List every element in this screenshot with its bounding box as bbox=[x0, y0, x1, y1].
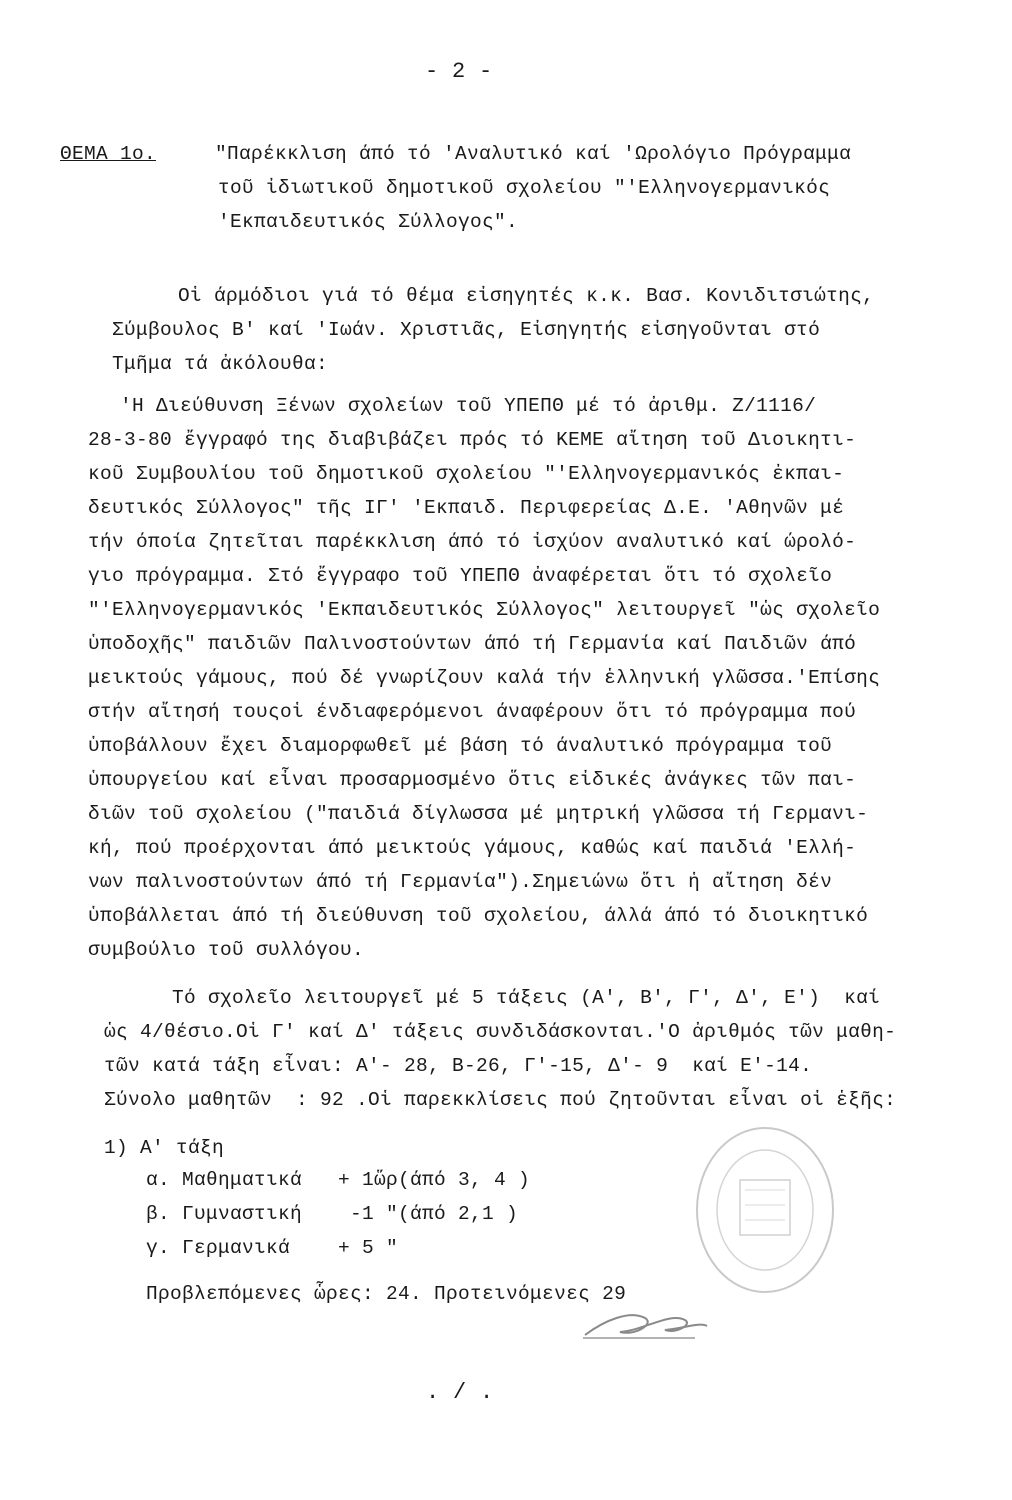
body-line: συμβούλιο τοῦ συλλόγου. bbox=[88, 939, 365, 961]
body-line: νων παλινοστούντων άπό τή Γερμανία").Σημειώνω ὅτι ἡ αἴτηση δέν bbox=[88, 871, 833, 893]
classes-line: ὡς 4/θέσιο.Οἱ Γ' καί Δ' τάξεις συνδιδάσκονται.'Ο ἀριθμός τῶν μαθη- bbox=[104, 1021, 897, 1043]
body-line: ὑπουργείου καί εἶναι προσαρμοσμένο ὅτις εἰδικές ἀνάγκες τῶν παι- bbox=[88, 769, 857, 791]
body-line: 28-3-80 ἔγγραφό της διαβιβάζει πρός τό ΚΕΜΕ αἴτηση τοῦ Διοικητι- bbox=[88, 429, 857, 451]
body-line: "'Ελληνογερμανικός 'Εκπαιδευτικός Σύλλογος" λειτουργεῖ "ὡς σχολεῖο bbox=[88, 599, 881, 621]
body-line: δευτικός Σύλλογος" τῆς ΙΓ' 'Εκπαιδ. Περιφερείας Δ.Ε. 'Αθηνῶν μέ bbox=[88, 497, 845, 519]
subject-title-line-2: τοῦ ἰδιωτικοῦ δημοτικοῦ σχολείου "'Ελληνογερμανικός bbox=[218, 177, 831, 199]
body-line: στήν αἴτησή τουςοἱ ένδιαφερόμενοι άναφέρουν ὅτι τό πρόγραμμα πού bbox=[88, 701, 857, 723]
body-line: μεικτούς γάμους, πού δέ γνωρίζουν καλά τήν ἑλληνική γλῶσσα.'Επίσης bbox=[88, 667, 881, 689]
intro-line-2: Σύμβουλος Β' καί 'Ιωάν. Χριστιᾶς, Εἰσηγητής εἰσηγοῦνται στό bbox=[112, 319, 821, 341]
page-number: - 2 - bbox=[425, 59, 493, 84]
subject-title-line-3: 'Εκπαιδευτικός Σύλλογος". bbox=[218, 211, 519, 233]
hours-line: Προβλεπόμενες ὧρες: 24. Προτεινόμενες 29 bbox=[146, 1283, 627, 1305]
subject-label: ΘΕΜΑ 1ο. bbox=[60, 143, 157, 165]
classes-line: Σύνολο μαθητῶν : 92 .Οἱ παρεκκλίσεις πού ζητοῦνται εἶναι οἱ ἑξῆς: bbox=[104, 1089, 897, 1111]
body-line: γιο πρόγραμμα. Στό ἔγγραφο τοῦ ΥΠΕΠΘ ἀναφέρεται ὅτι τό σχολεῖο bbox=[88, 565, 833, 587]
signature-icon bbox=[575, 1300, 715, 1345]
continuation-mark: . / . bbox=[426, 1380, 494, 1405]
body-line: ὑποβάλλουν ἔχει διαμορφωθεῖ μέ βάση τό άναλυτικό πρόγραμμα τοῦ bbox=[88, 735, 833, 757]
circular-stamp-icon bbox=[690, 1120, 840, 1300]
classes-line: Τό σχολεῖο λειτουργεῖ μέ 5 τάξεις (Α', Β', Γ', Δ', Ε') καί bbox=[172, 987, 881, 1009]
body-line: κοῦ Συμβουλίου τοῦ δημοτικοῦ σχολείου "'Ελληνογερμανικός ἐκπαι- bbox=[88, 463, 845, 485]
classes-line: τῶν κατά τάξη εἶναι: Α'- 28, Β-26, Γ'-15, Δ'- 9 καί Ε'-14. bbox=[104, 1055, 813, 1077]
body-line: ὑποβάλλεται άπό τή διεύθυνση τοῦ σχολείου, άλλά άπό τό διοικητικό bbox=[88, 905, 869, 927]
list-item: γ. Γερμανικά + 5 " bbox=[146, 1237, 399, 1259]
intro-line-1: Οἱ άρμόδιοι γιά τό θέμα εἰσηγητές κ.κ. Βασ. Κονιδιτσιώτης, bbox=[178, 285, 875, 307]
body-line: 'Η Διεύθυνση Ξένων σχολείων τοῦ ΥΠΕΠΘ μέ τό ἀριθμ. Ζ/1116/ bbox=[120, 395, 817, 417]
list-item: α. Μαθηματικά + 1ὥρ(άπό 3, 4 ) bbox=[146, 1169, 531, 1191]
intro-line-3: Τμῆμα τά ἀκόλουθα: bbox=[112, 353, 329, 375]
body-line: κή, πού προέρχονται άπό μεικτούς γάμους, καθώς καί παιδιά 'Ελλή- bbox=[88, 837, 857, 859]
list-heading: 1) Α' τάξη bbox=[104, 1137, 225, 1159]
body-line: διῶν τοῦ σχολείου ("παιδιά δίγλωσσα μέ μητρική γλῶσσα τή Γερμανι- bbox=[88, 803, 869, 825]
list-item: β. Γυμναστική -1 "(άπό 2,1 ) bbox=[146, 1203, 519, 1225]
body-line: ὑποδοχῆς" παιδιῶν Παλινοστούντων άπό τή Γερμανία καί Παιδιῶν άπό bbox=[88, 633, 857, 655]
body-line: τήν όποία ζητεῖται παρέκκλιση άπό τό ἰσχύον αναλυτικό καί ώρολό- bbox=[88, 531, 857, 553]
subject-title-line-1: "Παρέκκλιση άπό τό 'Αναλυτικό καί 'Ωρολόγιο Πρόγραμμα bbox=[215, 143, 852, 165]
